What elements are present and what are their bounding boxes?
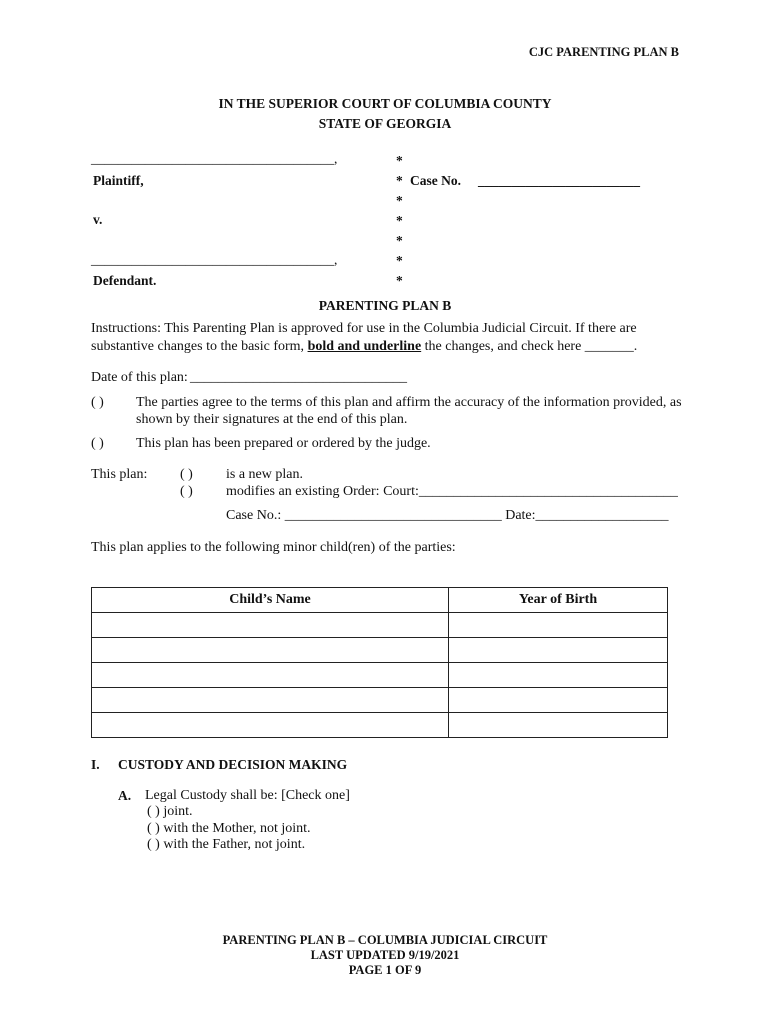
year-of-birth-cell[interactable] — [449, 713, 668, 738]
instructions-emphasis: bold and underline — [307, 339, 422, 354]
date-of-plan-label: Date of this plan: — [91, 370, 188, 385]
year-of-birth-cell[interactable] — [449, 688, 668, 713]
case-date-fields[interactable]: Case No.: _______________________________ Date:___________________ — [226, 508, 669, 523]
agree-checkbox[interactable]: ( ) — [91, 395, 104, 410]
instructions-text: substantive changes to the basic form, — [91, 339, 308, 354]
section-number: I. — [91, 757, 100, 772]
year-of-birth-cell[interactable] — [449, 663, 668, 688]
court-name: IN THE SUPERIOR COURT OF COLUMBIA COUNTY — [218, 96, 552, 111]
new-plan-label: is a new plan. — [226, 467, 303, 482]
instructions-line1: Instructions: This Parenting Plan is approved for use in the Columbia Judicial Circuit. If there are — [91, 321, 637, 336]
case-no-label: Case No. — [410, 173, 461, 188]
child-name-cell[interactable] — [92, 688, 449, 713]
child-name-cell[interactable] — [92, 663, 449, 688]
caption-star: * — [396, 253, 403, 268]
section-title: CUSTODY AND DECISION MAKING — [118, 757, 348, 772]
year-of-birth-cell[interactable] — [449, 613, 668, 638]
defendant-blank[interactable]: ____________________________________, — [91, 252, 338, 267]
table-row — [92, 613, 668, 638]
custody-option-joint[interactable]: ( ) joint. — [147, 804, 193, 819]
agree-text-line1: The parties agree to the terms of this plan and affirm the accuracy of the information provided, as — [136, 395, 682, 410]
case-no-field[interactable]: ________________________ — [478, 173, 640, 188]
new-plan-checkbox[interactable]: ( ) — [180, 467, 193, 482]
child-name-cell[interactable] — [92, 613, 449, 638]
child-name-cell[interactable] — [92, 713, 449, 738]
instructions-line2 — [91, 339, 637, 355]
defendant-label: Defendant. — [93, 273, 157, 288]
page-title: PARENTING PLAN B — [318, 298, 452, 313]
footer-updated: LAST UPDATED 9/19/2021 — [310, 948, 460, 962]
judge-text: This plan has been prepared or ordered by the judge. — [136, 436, 431, 451]
table-row — [92, 713, 668, 738]
versus-label: v. — [93, 212, 103, 227]
date-of-plan-field[interactable]: _______________________________ — [190, 370, 407, 385]
table-row — [92, 663, 668, 688]
table-header-row — [92, 588, 668, 613]
legal-custody-text: Legal Custody shall be: [Check one] — [145, 788, 350, 803]
children-intro: This plan applies to the following minor child(ren) of the parties: — [91, 540, 456, 555]
custody-option-mother[interactable]: ( ) with the Mother, not joint. — [147, 821, 311, 836]
court-state: STATE OF GEORGIA — [318, 116, 452, 131]
child-name-cell[interactable] — [92, 638, 449, 663]
judge-checkbox[interactable]: ( ) — [91, 436, 104, 451]
this-plan-label: This plan: — [91, 467, 148, 482]
children-table — [91, 587, 668, 738]
footer-title: PARENTING PLAN B – COLUMBIA JUDICIAL CIRCUIT — [222, 933, 548, 947]
caption-star: * — [396, 233, 403, 248]
form-id: CJC PARENTING PLAN B — [528, 45, 679, 59]
caption-star: * — [396, 193, 403, 208]
caption-star: * — [396, 173, 403, 188]
caption-star: * — [396, 213, 403, 228]
child-name-header: Child’s Name — [92, 588, 449, 613]
custody-option-father[interactable]: ( ) with the Father, not joint. — [147, 837, 306, 852]
caption-star: * — [396, 153, 403, 168]
table-row — [92, 638, 668, 663]
year-of-birth-cell[interactable] — [449, 638, 668, 663]
subsection-label: A. — [118, 788, 132, 803]
modifies-checkbox[interactable]: ( ) — [180, 484, 193, 499]
modifies-court-field[interactable]: modifies an existing Order: Court:_____________________________________ — [226, 484, 678, 499]
year-of-birth-header: Year of Birth — [449, 588, 668, 613]
table-row — [92, 688, 668, 713]
plaintiff-blank[interactable]: ____________________________________, — [91, 151, 338, 166]
caption-star: * — [396, 273, 403, 288]
instructions-text-end: the changes, and check here _______. — [421, 339, 638, 354]
plaintiff-label: Plaintiff, — [93, 173, 144, 188]
agree-text-line2: shown by their signatures at the end of this plan. — [136, 412, 408, 427]
footer-page-number: PAGE 1 OF 9 — [348, 963, 422, 977]
